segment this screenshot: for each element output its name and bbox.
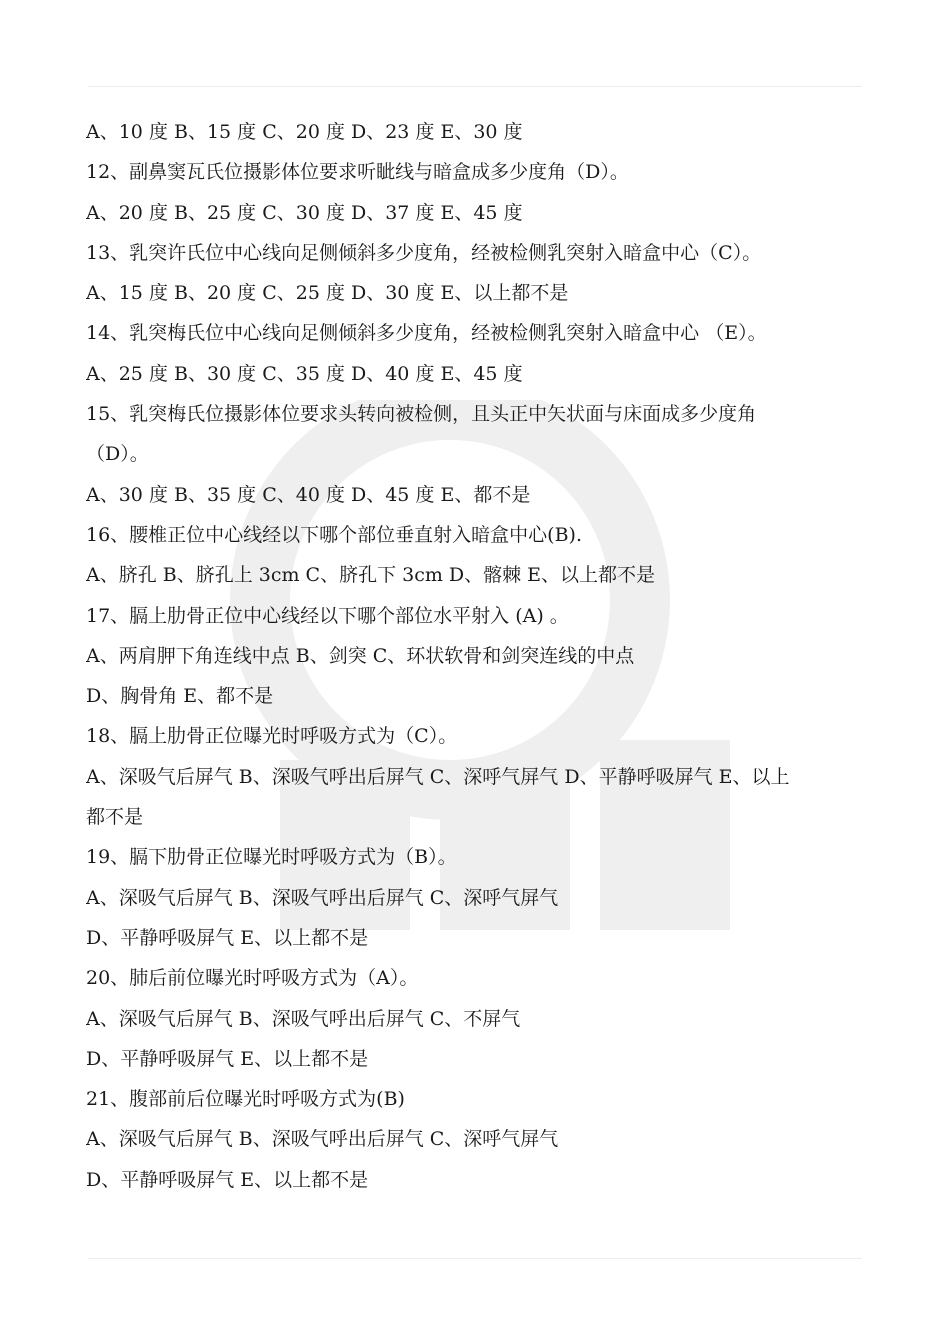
options-line: A、深吸气后屏气 B、深吸气呼出后屏气 C、深呼气屏气 D、平静呼吸屏气 E、以上 bbox=[86, 765, 790, 788]
options-line: A、25 度 B、30 度 C、35 度 D、40 度 E、45 度 bbox=[86, 362, 523, 385]
document-body bbox=[86, 112, 866, 1200]
question-15: 15、乳突梅氏位摄影体位要求头转向被检侧，且头正中矢状面与床面成多少度角 bbox=[86, 403, 757, 426]
question-17: 17、膈上肋骨正位中心线经以下哪个部位水平射入 (A) 。 bbox=[86, 604, 569, 627]
question-18: 18、膈上肋骨正位曝光时呼吸方式为（C）。 bbox=[86, 725, 458, 748]
question-21: 21、腹部前后位曝光时呼吸方式为(B) bbox=[86, 1088, 405, 1111]
question-16: 16、腰椎正位中心线经以下哪个部位垂直射入暗盒中心(B). bbox=[86, 523, 583, 546]
options-line: A、15 度 B、20 度 C、25 度 D、30 度 E、以上都不是 bbox=[86, 282, 569, 305]
header-rule bbox=[88, 86, 862, 87]
options-line: A、30 度 B、35 度 C、40 度 D、45 度 E、都不是 bbox=[86, 483, 531, 506]
options-line: A、深吸气后屏气 B、深吸气呼出后屏气 C、深呼气屏气 bbox=[86, 1128, 559, 1151]
options-line: A、深吸气后屏气 B、深吸气呼出后屏气 C、深呼气屏气 bbox=[86, 886, 559, 909]
question-20: 20、肺后前位曝光时呼吸方式为（A）。 bbox=[86, 967, 419, 990]
options-line: A、深吸气后屏气 B、深吸气呼出后屏气 C、不屏气 bbox=[86, 1007, 521, 1030]
question-12: 12、副鼻窦瓦氏位摄影体位要求听眦线与暗盒成多少度角（D）。 bbox=[86, 161, 629, 184]
footer-rule bbox=[88, 1258, 862, 1259]
question-15-continued: （D）。 bbox=[86, 443, 149, 466]
options-line: A、脐孔 B、脐孔上 3cm C、脐孔下 3cm D、髂棘 E、以上都不是 bbox=[86, 564, 656, 587]
options-line: D、平静呼吸屏气 E、以上都不是 bbox=[86, 926, 369, 949]
options-line-continued: 都不是 bbox=[86, 806, 144, 829]
options-line: A、两肩胛下角连线中点 B、剑突 C、环状软骨和剑突连线的中点 bbox=[86, 644, 635, 667]
question-14: 14、乳突梅氏位中心线向足侧倾斜多少度角，经被检侧乳突射入暗盒中心 （E）。 bbox=[86, 322, 767, 345]
question-19: 19、膈下肋骨正位曝光时呼吸方式为（B）。 bbox=[86, 846, 457, 869]
options-line: D、胸骨角 E、都不是 bbox=[86, 685, 274, 708]
options-line: A、20 度 B、25 度 C、30 度 D、37 度 E、45 度 bbox=[86, 201, 523, 224]
options-line: D、平静呼吸屏气 E、以上都不是 bbox=[86, 1047, 369, 1070]
options-line: D、平静呼吸屏气 E、以上都不是 bbox=[86, 1168, 369, 1191]
text-line: A、10 度 B、15 度 C、20 度 D、23 度 E、30 度 bbox=[86, 121, 523, 143]
question-13: 13、乳突许氏位中心线向足侧倾斜多少度角，经被检侧乳突射入暗盒中心（C）。 bbox=[86, 241, 762, 264]
